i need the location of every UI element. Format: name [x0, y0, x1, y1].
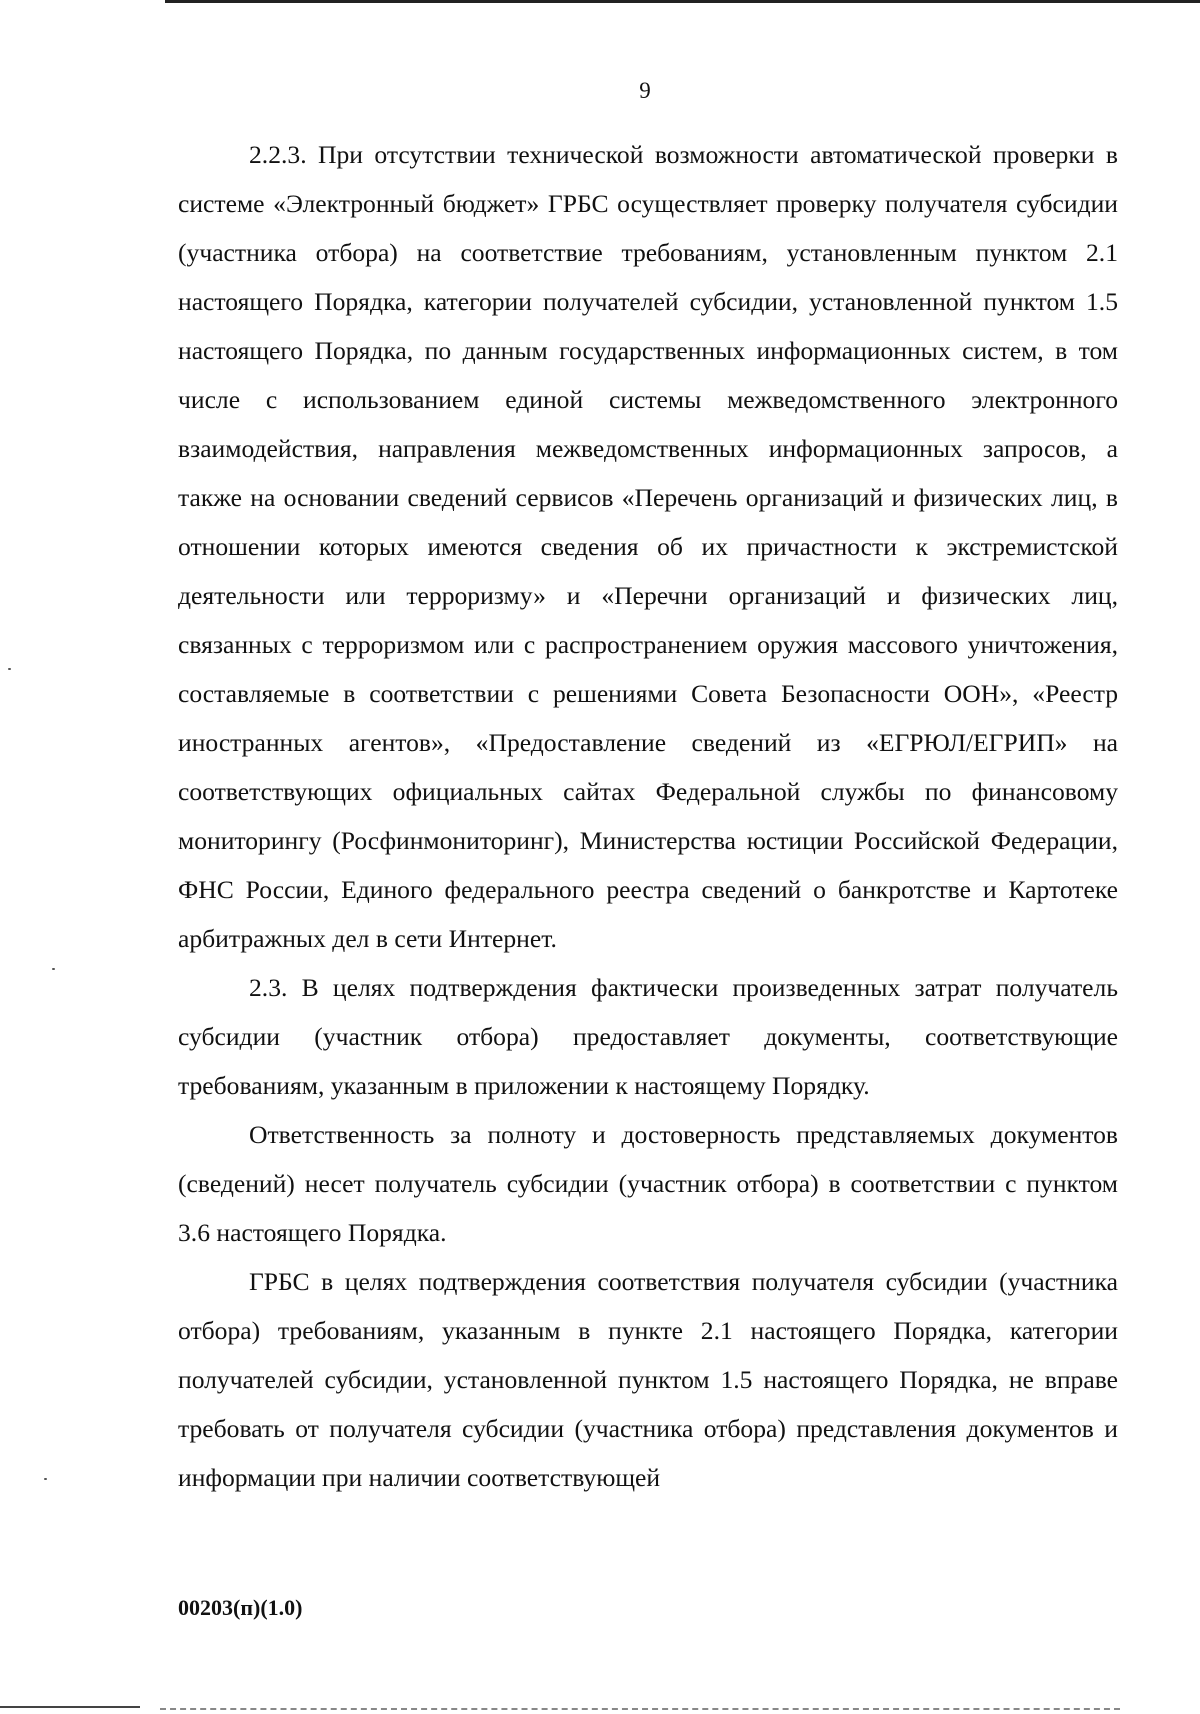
scan-speck: [52, 968, 55, 970]
paragraph-grbs: ГРБС в целях подтверждения соответствия получателя субсидии (участника отбора) требованиям, указанным в пункте 2.1 настоящего Порядка, категории получателей субсидии, установленной пунктом 1.5 настоящего Порядка, не вправе требовать от получателя субсидии (участника отбора) представления документов и информации при наличии соответствующей: [178, 1267, 1118, 1492]
bottom-edge-dash: [160, 1708, 1120, 1710]
scan-speck: [8, 668, 11, 670]
bottom-edge-rule: [0, 1706, 140, 1708]
paragraph-2-3: 2.3. В целях подтверждения фактически произведенных затрат получатель субсидии (участник отбора) предоставляет документы, соответствующие требованиям, указанным в приложении к настоящему Порядку.: [178, 973, 1118, 1100]
top-edge-rule: [165, 0, 1200, 3]
page-number: 9: [639, 78, 651, 103]
document-body: [178, 130, 1118, 1502]
paragraph-2-2-3: 2.2.3. При отсутствии технической возможности автоматической проверки в системе «Электронный бюджет» ГРБС осуществляет проверку получателя субсидии (участника отбора) на соответствие требованиям, установленным пунктом 2.1 настоящего Порядка, категории получателей субсидии, установленной пунктом 1.5 настоящего Порядка, по данным государственных информационных систем, в том числе с использованием единой системы межведомственного электронного взаимодействия, направления межведомственных информационных запросов, а также на основании сведений сервисов «Перечень организаций и физических лиц, в отношении которых имеются сведения об их причастности к экстремистской деятельности или терроризму» и «Перечни организаций и физических лиц, связанных с терроризмом или с распространением оружия массового уничтожения, составляемые в соответствии с решениями Совета Безопасности ООН», «Реестр иностранных агентов», «Предоставление сведений из «ЕГРЮЛ/ЕГРИП» на соответствующих официальных сайтах Федеральной службы по финансовому мониторингу (Росфинмониторинг), Министерства юстиции Российской Федерации, ФНС России, Единого федерального реестра сведений о банкротстве и Картотеке арбитражных дел в сети Интернет.: [178, 140, 1118, 953]
document-code: 00203(п)(1.0): [178, 1595, 303, 1620]
scan-speck: [44, 1478, 47, 1480]
paragraph-responsibility: Ответственность за полноту и достоверность представляемых документов (сведений) несет получатель субсидии (участник отбора) в соответствии с пунктом 3.6 настоящего Порядка.: [178, 1120, 1118, 1247]
